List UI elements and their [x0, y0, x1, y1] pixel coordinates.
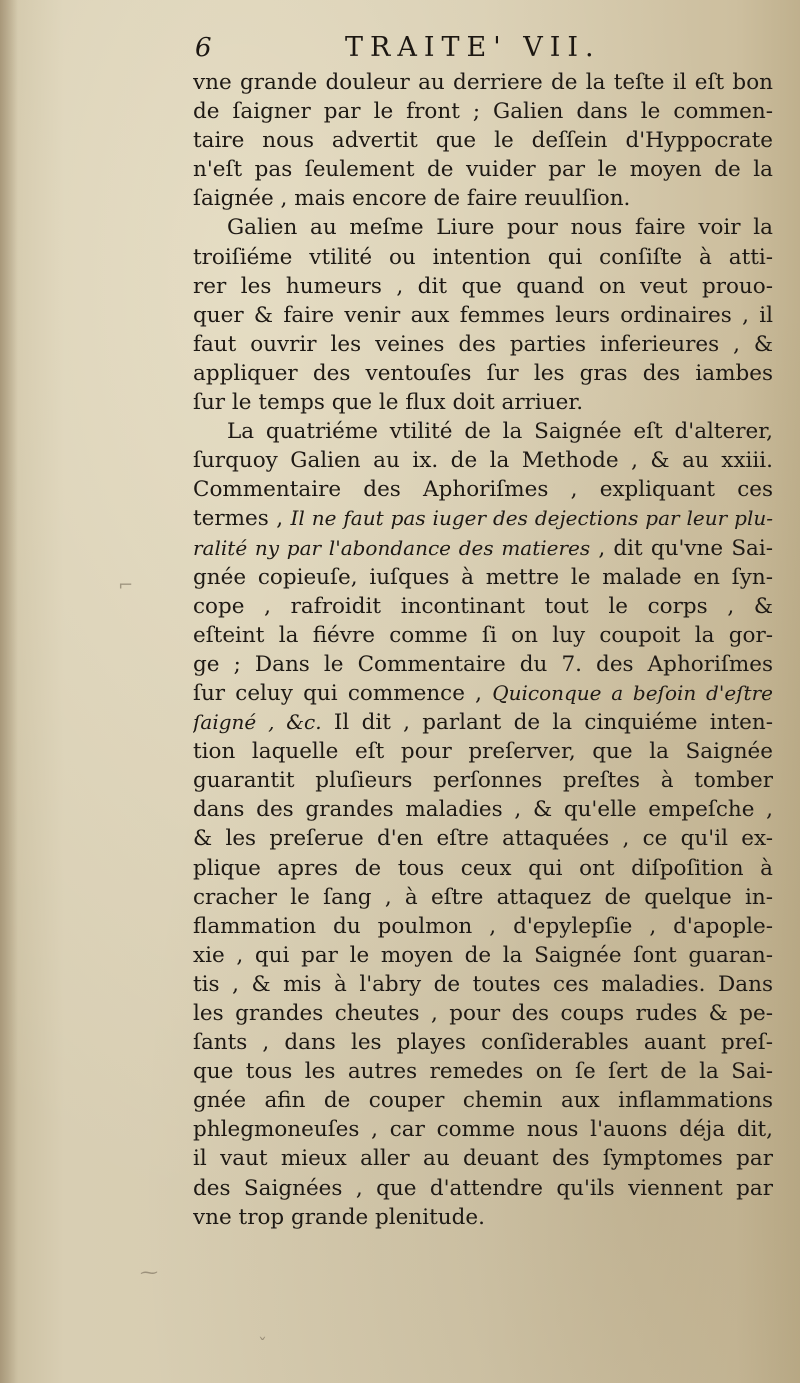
page-number: 6 — [195, 33, 212, 63]
text-line — [193, 1144, 773, 1173]
text-line — [193, 417, 773, 446]
text-run: ſants , dans les playes conſiderables auant preſ- — [193, 1030, 773, 1056]
text-line — [193, 999, 773, 1028]
text-line — [193, 1086, 773, 1115]
text-line — [193, 272, 773, 301]
text-line — [193, 155, 773, 184]
text-run: rer les humeurs , dit que quand on veut prouo- — [193, 273, 773, 299]
text-line — [193, 854, 773, 883]
text-line — [193, 824, 773, 853]
text-line — [193, 1203, 773, 1232]
text-line — [193, 475, 773, 504]
text-line — [193, 243, 773, 272]
text-run: phlegmoneuſes , car comme nous l'auons déja dit, — [193, 1117, 773, 1143]
text-run: termes , — [193, 506, 291, 532]
text-line — [193, 912, 773, 941]
text-line — [193, 359, 773, 388]
text-run: les grandes cheutes , pour des coups rudes & pe- — [193, 1001, 773, 1026]
text-run: taire nous advertit que le deſſein d'Hyppocrate — [193, 128, 773, 154]
text-line — [193, 330, 773, 359]
italic-quotation: Il ne faut pas iuger des dejections par leur plu- — [290, 506, 773, 531]
text-line — [193, 1028, 773, 1057]
text-line — [193, 68, 773, 97]
text-run: vne trop grande plenitude. — [193, 1204, 485, 1230]
text-line — [193, 126, 773, 155]
text-run: n'eſt pas ſeulement de vuider par le moyen de la — [193, 157, 773, 183]
text-run: de ſaigner par le front ; Galien dans le commen- — [193, 99, 773, 125]
text-line — [193, 1174, 773, 1203]
text-run: Galien au meſme Liure pour nous faire voir la — [227, 215, 773, 241]
text-line — [193, 1115, 773, 1144]
text-run: troiſiéme vtilité ou intention qui conſiſte à atti- — [193, 244, 773, 270]
text-run: quer & faire venir aux femmes leurs ordinaires , il — [193, 302, 773, 328]
text-run: guarantit pluſieurs perſonnes preſtes à tomber — [193, 768, 773, 794]
text-line — [193, 941, 773, 970]
text-line — [193, 213, 773, 242]
italic-quotation: Quiconque a beſoin d'eſtre — [492, 680, 773, 705]
text-run: & les preſerue d'en eſtre attaquées , ce qu'il ex- — [193, 826, 773, 852]
ink-smudge: ⁓ — [140, 1262, 158, 1283]
text-line — [193, 708, 773, 737]
text-run: Commentaire des Aphoriſmes , expliquant ces — [193, 477, 773, 503]
text-run: des Saignées , que d'attendre qu'ils viennent par — [193, 1175, 773, 1201]
text-line — [193, 737, 773, 766]
running-head — [195, 30, 635, 66]
text-run: ſurquoy Galien au ix. de la Methode , & au xxiii. — [193, 448, 773, 474]
text-run: xie , qui par le moyen de la Saignée ſont guaran- — [193, 942, 773, 968]
text-line — [193, 970, 773, 999]
text-run: tion laquelle eſt pour preſerver, que la Saignée — [193, 739, 773, 765]
text-run: ſur celuy qui commence , — [193, 680, 493, 706]
text-line — [193, 563, 773, 592]
text-run: tis , & mis à l'abry de toutes ces maladies. Dans — [193, 971, 773, 997]
text-run: il vaut mieux aller au deuant des ſymptomes par — [193, 1146, 773, 1172]
text-line — [193, 621, 773, 650]
text-line — [193, 1057, 773, 1086]
text-run: ſur le temps que le flux doit arriuer. — [193, 390, 584, 416]
text-run: plique apres de tous ceux qui ont diſpoſition à — [193, 855, 773, 881]
text-run: Il dit , parlant de la cinquiéme inten- — [321, 710, 773, 736]
text-line — [193, 679, 773, 708]
body-text — [193, 68, 773, 1232]
text-line — [193, 592, 773, 621]
text-line — [193, 650, 773, 679]
text-line — [193, 97, 773, 126]
text-run: ſaignée , mais encore de faire reuulſion. — [193, 186, 631, 212]
text-run: eſteint la fiévre comme ſi on luy coupoit la gor- — [193, 622, 773, 648]
running-title: TRAITE' VII. — [345, 32, 601, 63]
text-line — [193, 534, 773, 563]
text-run: flammation du poulmon , d'epylepſie , d'apople- — [193, 913, 773, 939]
text-line — [193, 184, 773, 213]
text-run: gnée copieuſe, iuſques à mettre le malade en ſyn- — [193, 564, 773, 590]
ink-smudge: ⌐ — [118, 575, 134, 596]
text-line — [193, 388, 773, 417]
text-line — [193, 446, 773, 475]
italic-quotation: ſaigné , &c. — [193, 710, 322, 735]
text-line — [193, 766, 773, 795]
text-run: vne grande douleur au derriere de la teſte il eſt bon — [193, 70, 773, 95]
text-run: gnée afin de couper chemin aux inflammations — [193, 1088, 773, 1114]
italic-quotation: ralité ny par l'abondance des matieres — [193, 535, 591, 560]
ink-smudge: ˇ — [258, 1335, 267, 1356]
text-run: La quatriéme vtilité de la Saignée eſt d'alterer, — [227, 419, 773, 445]
text-run: dans des grandes maladies , & qu'elle empeſche , — [193, 797, 773, 823]
text-run: cracher le ſang , à eſtre attaquez de quelque in- — [193, 884, 773, 910]
page-gutter-shadow — [0, 0, 18, 1383]
text-line — [193, 883, 773, 912]
text-run: cope , rafroidit incontinant tout le corps , & — [193, 593, 773, 619]
text-run: que tous les autres remedes on ſe ſert de la Sai- — [193, 1059, 773, 1085]
text-run: faut ouvrir les veines des parties inferieures , & — [193, 331, 773, 357]
text-line — [193, 504, 773, 533]
text-run: ge ; Dans le Commentaire du 7. des Aphoriſmes — [193, 651, 773, 677]
text-run: , dit qu'vne Sai- — [590, 535, 773, 561]
text-line — [193, 795, 773, 824]
text-run: appliquer des ventouſes ſur les gras des iambes — [193, 360, 773, 386]
text-line — [193, 301, 773, 330]
